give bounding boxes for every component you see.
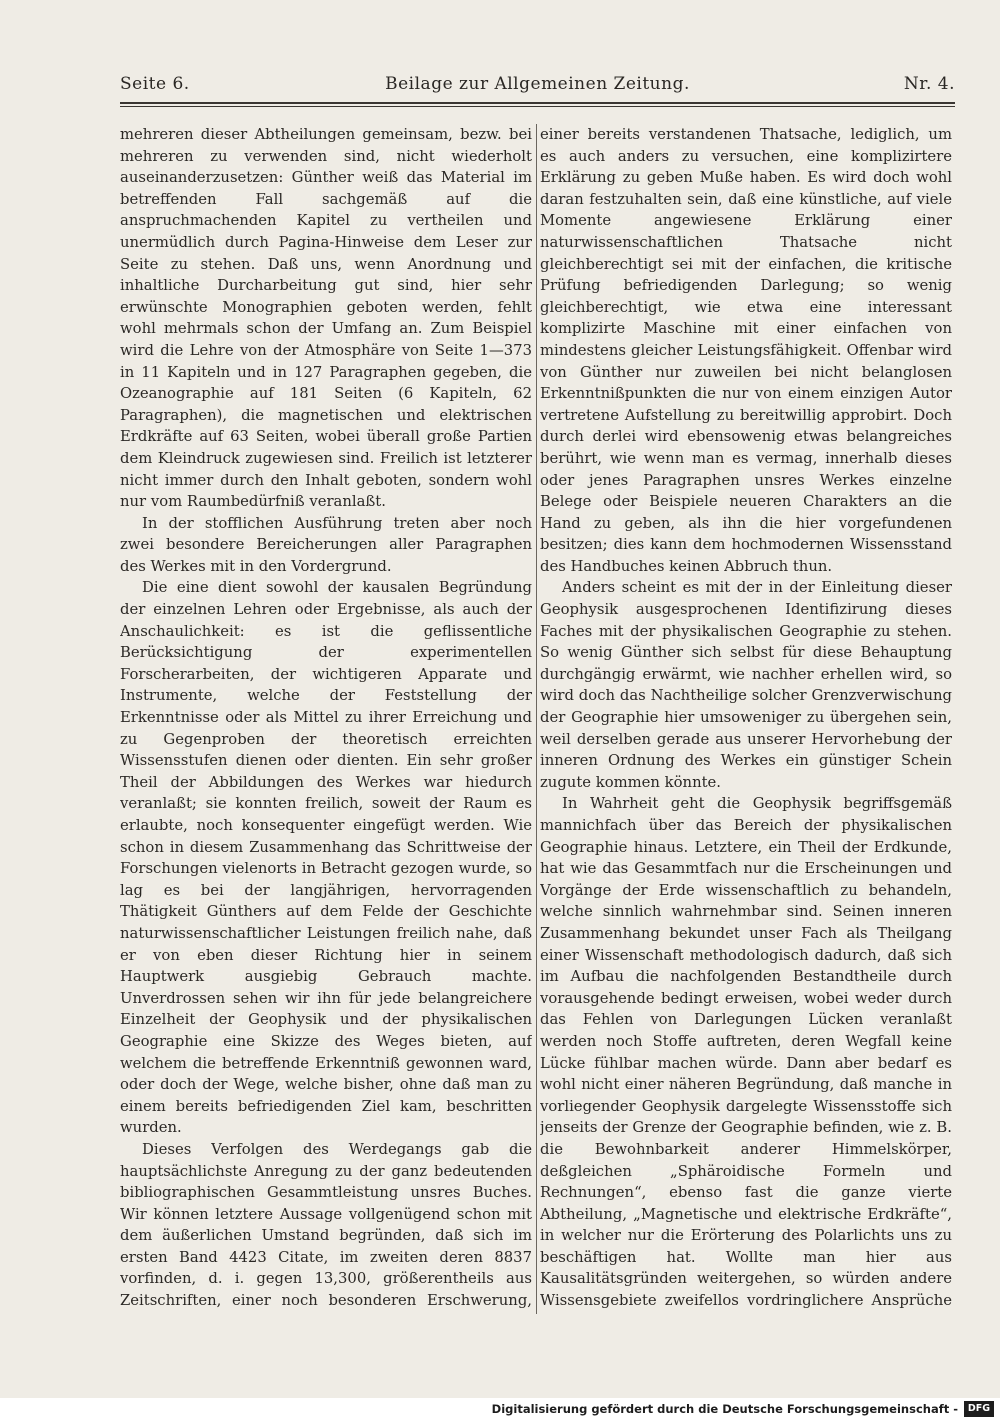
paragraph: einer bereits verstandenen Thatsache, lediglich, um es auch anders zu versuchen, eine komplizirtere Erklärung zu geben Muße haben. Es wird doch wohl daran festzuhalten sein, daß eine künstliche, auf viele Momente angewiesene Erklärung einer naturwissenschaftlichen Thatsache nicht gleichberechtigt sei mit der einfachen, die kritische Prüfung befriedigenden Darlegung; so wenig gleichberechtigt, wie etwa eine interessant komplizirte Maschine mit einer einfachen von mindestens gleicher Leistungsfähigkeit. Offenbar wird von Günther nur zuweilen bei nicht belanglosen Erkenntnißpunkten die nur von einem einzigen Autor vertretene Aufstellung zu bereitwillig approbirt. Doch durch derlei wird ebensowenig etwas belangreiches berührt, wie wenn man es vermag, innerhalb dieses oder jenes Paragraphen unsres Werkes einzelne Belege oder Beispiele neueren Charakters an die Hand zu geben, als ihn die hier vorgefundenen besitzen; dies kann dem hochmodernen Wissensstand des Handbuches keinen Abbruch thun. — [540, 126, 952, 575]
paragraph: Anders scheint es mit der in der Einleitung dieser Geophysik ausgesprochenen Identifizirung dieses Faches mit der physikalischen Geographie zu stehen. So wenig Günther sich selbst für diese Behauptung durchgängig erwärmt, wie nachher erhellen wird, so wird doch das Nachtheilige solcher Grenzverwischung der Geographie hier umsoweniger zu übergehen sein, weil derselben gerade aus unserer Hervorhebung der inneren Ordnung des Werkes ein günstiger Schein zugute kommen könnte. — [540, 579, 952, 791]
publication-title: Beilage zur Allgemeinen Zeitung. — [385, 74, 690, 94]
header-rule — [120, 102, 955, 104]
funding-notice: Digitalisierung gefördert durch die Deutsche Forschungsgemeinschaft - — [491, 1402, 958, 1416]
paragraph: mehreren dieser Abtheilungen gemeinsam, bezw. bei mehreren zu verwenden sind, nicht wiederholt auseinanderzusetzen: Günther weiß das Material im betreffenden Fall sachgemäß auf die anspruchmachenden Kapitel zu vertheilen und unermüdlich durch Pagina-Hinweise dem Leser zur Seite zu stehen. Daß uns, wenn Anordnung und inhaltliche Durcharbeitung gut sind, hier sehr erwünschte Monographien geboten werden, fehlt wohl mehrmals schon der Umfang an. Zum Beispiel wird die Lehre von der Atmosphäre von Seite 1—373 in 11 Kapiteln und in 127 Paragraphen gegeben, die Ozeanographie auf 181 Seiten (6 Kapiteln, 62 Paragraphen), die magnetischen und elektrischen Erdkräfte auf 63 Seiten, wobei überall große Partien dem Kleindruck zugewiesen sind. Freilich ist letzterer nicht immer durch den Inhalt geboten, sondern wohl nur vom Raumbedürfniß veranlaßt. — [120, 126, 532, 511]
column-divider — [536, 124, 537, 1314]
page-header — [120, 74, 955, 100]
paragraph: Dieses Verfolgen des Werdegangs gab die hauptsächlichste Anregung zu der ganz bedeutenden bibliographischen Gesammtleistung unsres Buches. Wir können letztere Aussage vollgenügend schon mit dem äußerlichen Umstand begründen, daß sich im ersten Band 4423 Citate, im zweiten deren 8837 vorfinden, d. i. gegen 13,300, größerentheils aus Zeitschriften, einer noch besonderen Erschwerung, — [120, 1140, 532, 1310]
paragraph: In der stofflichen Ausführung treten aber noch zwei besondere Bereicherungen aller Paragraphen des Werkes mit in den Vordergrund. — [120, 514, 532, 575]
digitization-footer — [0, 1398, 1000, 1421]
paragraph: In Wahrheit geht die Geophysik begriffsgemäß mannichfach über das Bereich der physikalischen Geographie hinaus. Letztere, ein Theil der Erdkunde, hat wie das Gesammtfach nur die Erscheinungen und Vorgänge der Erde wissenschaftlich zu behandeln, welche sinnlich wahrnehmbar sind. Seinen inneren Zusammenhang bekundet unser Fach als Theilgang einer Wissenschaft methodologisch dadurch, daß sich im Aufbau die nachfolgenden Bestandtheile durch vorausgehende bedingt erweisen, wobei weder durch das Fehlen von Darlegungen Lücken veranlaßt werden noch Stoffe auftreten, deren Wegfall keine Lücke fühlbar machen würde. Dann aber bedarf es wohl nicht einer näheren Begründung, daß manche in vorliegender Geophysik dargelegte Wissensstoffe sich jenseits der Grenze der Geographie befinden, wie z. B. die Bewohnbarkeit anderer Himmelskörper, deßgleichen „Sphäroidische Formeln und Rechnungen“, ebenso fast die ganze vierte Abtheilung, „Magnetische und elektrische Erdkräfte“, in welcher nur die Erörterung des Polarlichts uns zu beschäftigen hat. Wollte man hier aus Kausalitätsgründen weitergehen, so würden andere Wissensgebiete zweifellos vordringlichere Ansprüche — [540, 795, 952, 1310]
issue-number: Nr. 4. — [903, 74, 955, 94]
header-rule-thin — [120, 106, 955, 107]
dfg-logo: DFG — [964, 1401, 994, 1417]
left-column — [120, 124, 532, 1314]
right-column — [540, 124, 952, 1314]
page-number: Seite 6. — [120, 74, 190, 94]
paragraph: Die eine dient sowohl der kausalen Begründung der einzelnen Lehren oder Ergebnisse, als auch der Anschaulichkeit: es ist die geflissentliche Berücksichtigung der experimentellen Forscherarbeiten, der wichtigeren Apparate und Instrumente, welche der Feststellung der Erkenntnisse oder als Mittel zu ihrer Erreichung und zu Gegenproben der theoretisch erreichten Wissensstufen dienen oder dienten. Ein sehr großer Theil der Abbildungen des Werkes war hiedurch veranlaßt; sie konnten freilich, soweit der Raum es erlaubte, noch konsequenter eingefügt werden. Wie schon in diesem Zusammenhang das Schrittweise der Forschungen vielenorts in Betracht gezogen wurde, so lag es bei der langjährigen, hervorragenden Thätigkeit Günthers auf dem Felde der Geschichte naturwissenschaftlicher Leistungen freilich nahe, daß er von eben dieser Richtung hier in seinem Hauptwerk ausgiebig Gebrauch machte. Unverdrossen sehen wir ihn für jede belangreichere Einzelheit der Geophysik und der physikalischen Geographie eine Skizze des Weges bieten, auf welchem die betreffende Erkenntniß gewonnen ward, oder doch der Wege, welche bisher, ohne daß man zu einem bereits befriedigenden Ziel kam, beschritten wurden. — [120, 579, 532, 1137]
